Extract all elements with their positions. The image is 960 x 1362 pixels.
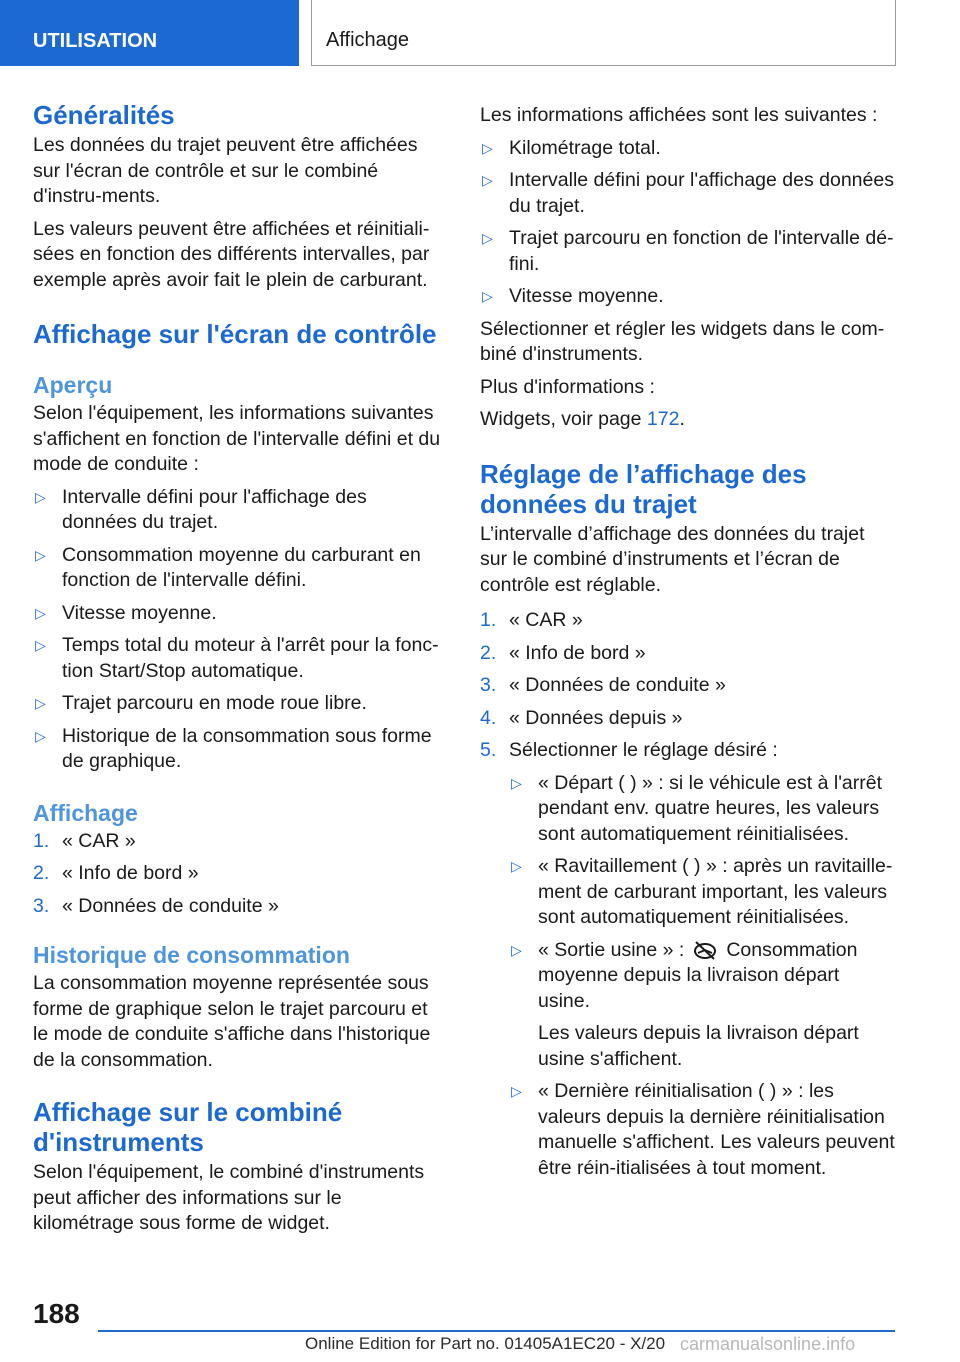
list-item: 2. « Info de bord » [480, 641, 896, 667]
list-item: ▷ Consommation moyenne du carburant en fonction de l'intervalle défini. [35, 543, 421, 591]
list-item: ▷ Vitesse moyenne. [480, 284, 896, 310]
page-number: 188 [33, 1298, 80, 1329]
paragraph: L’intervalle d’affichage des données du trajet sur le combiné d’instruments et l’écran de contrôle est réglable. [480, 522, 865, 596]
paragraph: Plus d'informations : [480, 375, 655, 398]
list-item: 2. « Info de bord » [33, 861, 445, 887]
bullet-marker: ▷ [35, 604, 46, 621]
watermark: carmanualsonline.info [680, 1334, 856, 1354]
list-item: ▷ Intervalle défini pour l'affichage des données du trajet. [482, 169, 894, 217]
list-item: ▷ « Ravitaillement ( ) » : après un ravitaille-ment de carburant important, les valeurs sont automatiquement réinitialisées. [511, 855, 893, 928]
bullet-marker: ▷ [511, 774, 522, 791]
page-header [0, 0, 960, 66]
bullet-marker: ▷ [482, 139, 493, 156]
list-item: ▷ Intervalle défini pour l'affichage des données du trajet. [35, 485, 367, 533]
heading-affichage: Affichage [33, 799, 138, 826]
bullet-marker: ▷ [482, 172, 493, 188]
list-item: ▷ « Dernière réinitialisation ( ) » : les valeurs depuis la dernière réinitialisation manuelle s'affichent. Les valeurs peuvent être réin-itialisées à tout moment. [511, 1080, 895, 1179]
list-item: 5. Sélectionner le réglage désiré : [480, 738, 896, 764]
right-column [480, 100, 896, 1181]
list-item: ▷ Historique de la consommation sous forme de graphique. [35, 724, 432, 772]
list-item: ▷ Trajet parcouru en fonction de l'intervalle dé-fini. [482, 227, 894, 275]
list-item: ▷ « Départ ( ) » : si le véhicule est à l'arrêt pendant env. quatre heures, les valeurs sont automatiquement réinitialisées. [511, 771, 883, 845]
bullet-marker: ▷ [35, 695, 46, 711]
step-number: 3. [480, 674, 497, 696]
list-item: 1. « CAR » [480, 608, 896, 634]
list-item: ▷ Vitesse moyenne. [33, 601, 445, 627]
bullet-marker: ▷ [35, 546, 46, 563]
heading-historique: Historique de consommation [33, 942, 350, 968]
reglage-options [509, 771, 896, 1015]
list-item: 4. « Données depuis » [480, 706, 896, 732]
paragraph: Sélectionner et régler les widgets dans le com-biné d'instruments. [480, 317, 885, 365]
page-link[interactable]: 172 [646, 408, 680, 430]
list-item: ▷ « Sortie usine » : Consommation moyenne depuis la livraison départ usine. [511, 938, 858, 1012]
list-item: ▷ Kilométrage total. [480, 136, 896, 162]
cross-reference: Widgets, voir page 172. [480, 408, 685, 430]
step-number: 1. [33, 829, 50, 852]
list-item: 3. « Données de conduite » [33, 894, 445, 920]
chapter-tab[interactable]: Affichage [311, 0, 896, 66]
heading-ecran-controle: Affichage sur l'écran de contrôle [33, 319, 437, 349]
list-item: ▷ Trajet parcouru en mode roue libre. [33, 691, 445, 717]
paragraph: La consommation moyenne représentée sous forme de graphique selon le trajet parcouru et le mode de conduite s'affiche dans l'historique de la consommation. [33, 972, 431, 1071]
paragraph: Les informations affichées sont les suivantes : [480, 104, 878, 126]
bullet-marker: ▷ [511, 1083, 522, 1099]
paragraph: Les données du trajet peuvent être affichées sur l'écran de contrôle et sur le combiné d'instru-ments. [33, 134, 418, 207]
list-item: 3. « Données de conduite » [480, 673, 896, 699]
step-number: 4. [480, 706, 497, 729]
steering-wheel-slash-icon [692, 940, 718, 960]
bullet-marker: ▷ [35, 488, 46, 505]
heading-apercu: Aperçu [33, 372, 113, 398]
step-number: 3. [33, 894, 50, 917]
apercu-list [33, 485, 445, 775]
step-number: 2. [33, 862, 50, 884]
list-item: ▷ Temps total du moteur à l'arrêt pour la fonc-tion Start/Stop automatique. [35, 634, 439, 682]
reglage-options-cont [509, 1079, 896, 1181]
heading-generalites: Généralités [33, 100, 175, 130]
paragraph: Selon l'équipement, le combiné d'instruments peut afficher des informations sur le kilométrage sous forme de widget. [33, 1161, 425, 1234]
paragraph: Selon l'équipement, les informations suivantes s'affichent en fonction de l'intervalle défini et du mode de conduite : [33, 402, 441, 475]
footer-rule [98, 1330, 895, 1332]
paragraph: Les valeurs peuvent être affichées et réinitiali-sées en fonction des différents intervalles, par exemple après avoir fait le plein de carburant. [33, 217, 430, 291]
affichage-steps [33, 829, 445, 920]
left-column [33, 100, 445, 1237]
step-number: 1. [480, 609, 497, 631]
list-item: 1. « CAR » [33, 829, 445, 855]
heading-combine: Affichage sur le combiné d'instruments [33, 1097, 343, 1157]
paragraph: Les valeurs depuis la livraison départ usine s'affichent. [538, 1022, 859, 1070]
bullet-marker: ▷ [482, 288, 493, 304]
bullet-marker: ▷ [35, 637, 46, 653]
step-number: 2. [480, 641, 497, 664]
bullet-marker: ▷ [35, 727, 46, 744]
bullet-marker: ▷ [511, 858, 522, 874]
step-number: 5. [480, 739, 497, 761]
heading-reglage: Réglage de l’affichage des données du trajet [480, 458, 807, 519]
info-list [480, 136, 896, 310]
bullet-marker: ▷ [482, 230, 493, 246]
footer-edition: Online Edition for Part no. 01405A1EC20 - X/20 [305, 1334, 666, 1353]
section-tab[interactable]: UTILISATION [0, 0, 299, 66]
bullet-marker: ▷ [511, 941, 522, 958]
reglage-steps [480, 608, 896, 764]
